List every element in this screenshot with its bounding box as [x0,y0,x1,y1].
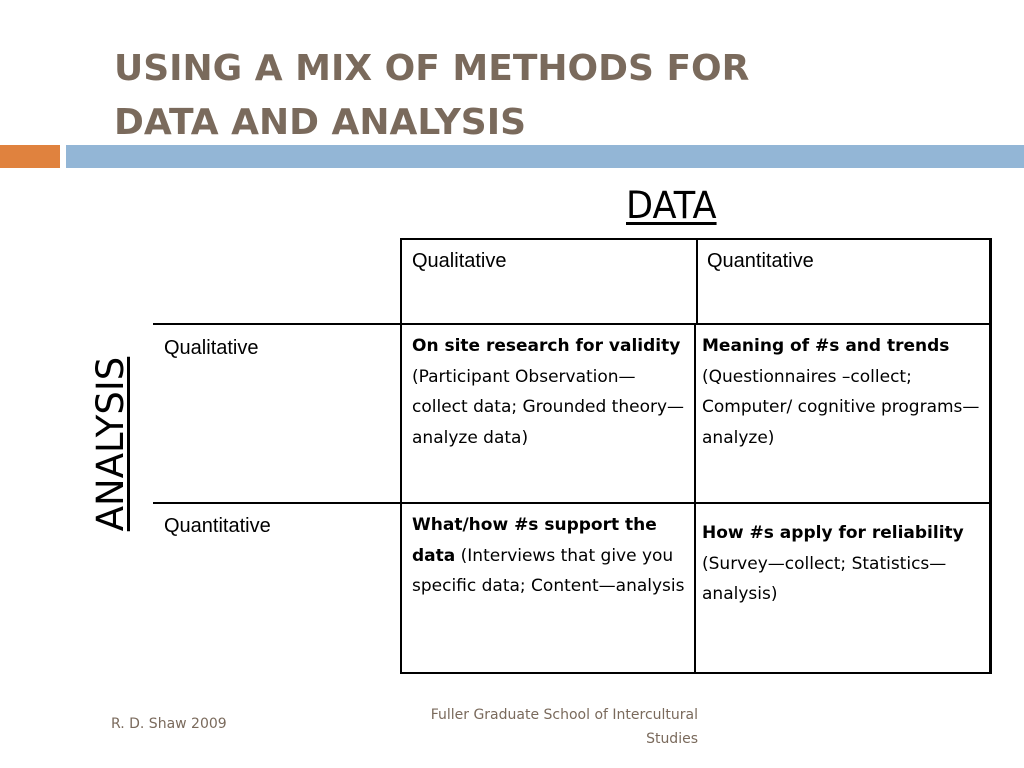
row-divider-top [153,323,992,325]
center-border [694,323,696,674]
footer-author: R. D. Shaw 2009 [111,716,227,732]
cell-qn-text: (Questionnaires –collect; Computer/ cognitive programs—analyze) [702,366,980,448]
title-line-1: USING A MIX OF METHODS FOR [114,48,750,89]
cell-quantitative-qualitative [412,510,690,602]
cell-nn-text: (Survey—collect; Statistics— analysis) [702,553,947,604]
row-axis-label: ANALYSIS [89,356,132,532]
column-header-qualitative: Qualitative [412,250,507,272]
cell-nq-text: (Interviews that give you specific data; Content—analysis [412,545,685,596]
column-divider [696,240,698,323]
row-header-qualitative: Qualitative [164,337,259,359]
cell-qq-bold: On site research for validity [412,336,681,356]
row-divider-bottom [400,672,992,674]
slide-title [114,42,749,150]
accent-bar-orange [0,145,60,168]
cell-quantitative-quantitative [702,518,986,610]
right-border [989,323,992,674]
cell-qn-bold: Meaning of #s and trends [702,336,950,356]
cell-qualitative-quantitative [702,331,986,453]
column-header-quantitative: Quantitative [707,250,814,272]
accent-bar-blue [66,145,1024,168]
cell-nq-bold: What/how #s support the data [412,515,657,566]
footer-institution: Fuller Graduate School of Intercultural Studies [430,707,698,747]
column-axis-label: DATA [626,184,717,227]
cell-qualitative-qualitative [412,331,687,453]
row-header-quantitative: Quantitative [164,515,271,537]
row-divider-middle [153,502,992,504]
cell-nn-bold: How #s apply for reliability [702,523,964,543]
left-border [400,323,402,674]
cell-qq-text: (Participant Observation—collect data; Grounded theory—analyze data) [412,366,685,448]
title-line-2: DATA AND ANALYSIS [114,102,527,143]
